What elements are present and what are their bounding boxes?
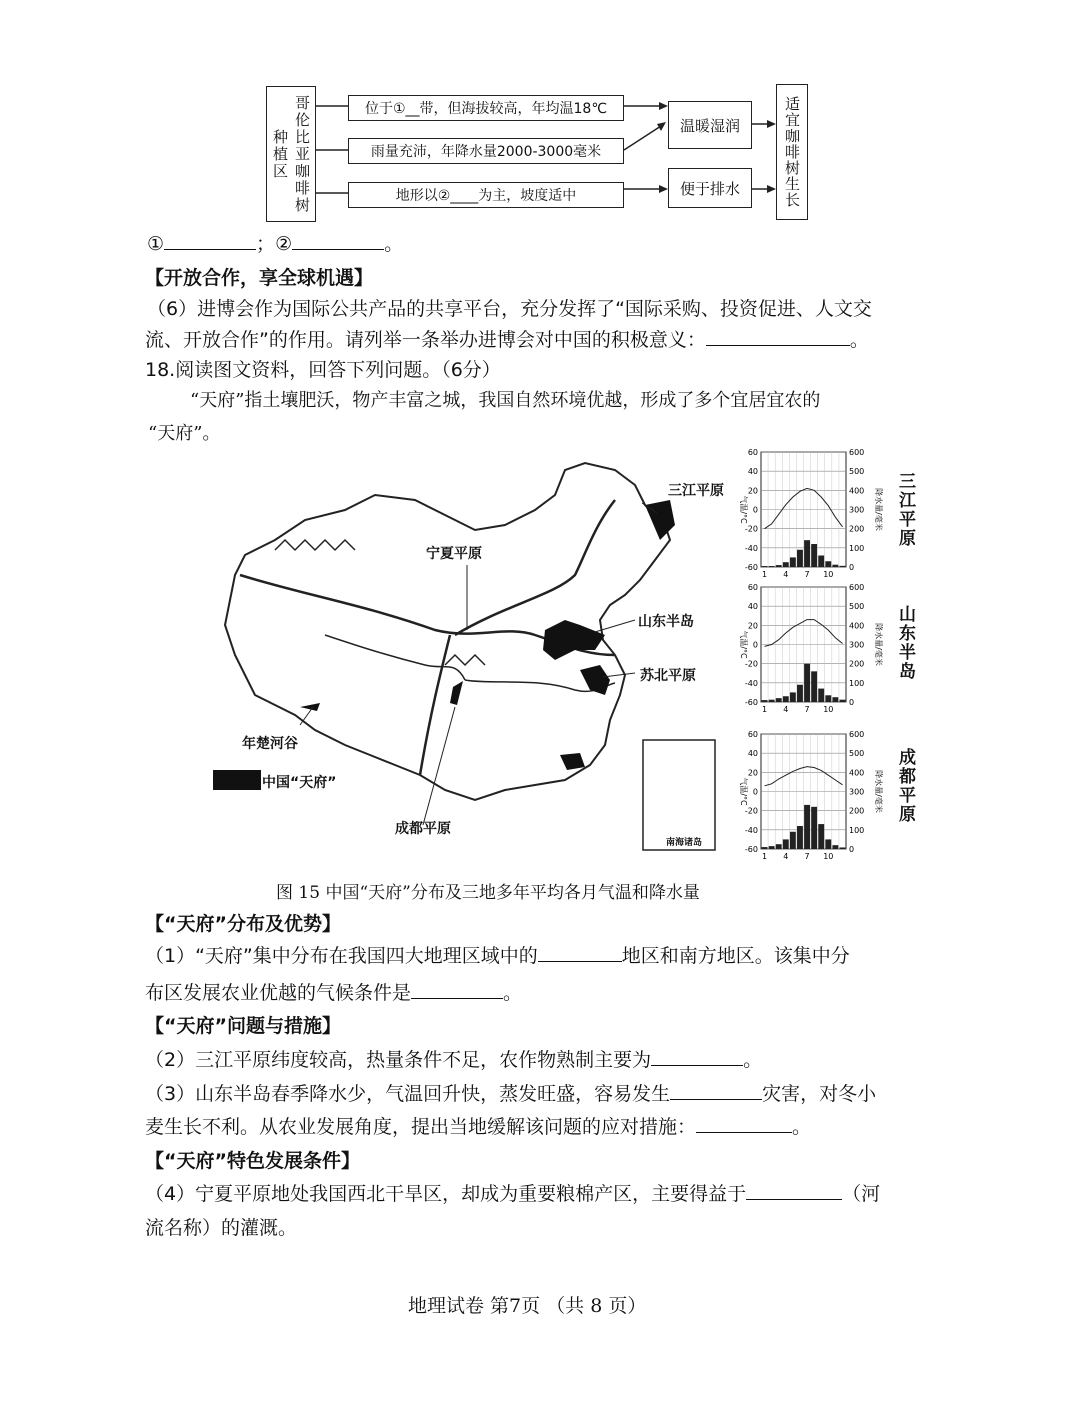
precip-bar — [790, 557, 796, 567]
q1-text-a: （1）“天府”集中分布在我国四大地理区域中的 — [145, 945, 538, 967]
section1-heading: 【“天府”分布及优势】 — [145, 913, 341, 935]
blank-separator: ； — [256, 233, 276, 255]
label-subei: 苏北平原 — [640, 668, 696, 684]
condition-box-2 — [348, 138, 624, 164]
precip-tick-label: 500 — [849, 749, 865, 759]
x-tick-label: 7 — [804, 852, 810, 861]
intro-line1: “天府”指土壤肥沃，物产丰富之城，我国自然环境优越，形成了多个宜居宜农的 — [190, 390, 821, 411]
temp-tick-label: 60 — [747, 448, 758, 457]
south-sea-inset — [643, 740, 715, 850]
precip-bar — [825, 561, 831, 567]
legend-label: 中国“天府” — [262, 775, 337, 791]
q3-blank-2[interactable] — [696, 1112, 792, 1133]
temp-tick-label: -40 — [744, 543, 758, 553]
precip-tick-label: 200 — [849, 806, 865, 816]
q4-line2: 流名称）的灌溉。 — [145, 1217, 298, 1239]
precip-tick-label: 0 — [849, 698, 855, 707]
temp-tick-label: 40 — [747, 467, 758, 477]
q4-line1 — [145, 1178, 880, 1211]
precip-bar — [825, 839, 831, 849]
precip-bar — [783, 696, 789, 702]
precip-bar — [783, 839, 789, 849]
region-nianchu — [300, 703, 320, 711]
temp-tick-label: 20 — [747, 486, 758, 496]
label-chengdu: 成都平原 — [395, 821, 451, 837]
q3-text-a: （3）山东半岛春季降水少，气温回升快，蒸发旺盛，容易发生 — [145, 1083, 671, 1105]
precip-bar — [790, 692, 796, 702]
q1-blank-1[interactable] — [538, 941, 622, 962]
precip-bar — [804, 664, 810, 702]
q1-blank-2[interactable] — [411, 978, 503, 999]
temp-tick-label: 40 — [747, 602, 758, 612]
x-tick-label: 1 — [761, 852, 768, 861]
precip-tick-label: 600 — [849, 448, 865, 457]
precip-bar — [832, 845, 838, 849]
q1-text-b: 地区和南方地区。该集中分 — [621, 945, 850, 967]
y-axis-label-right: 降水量/毫米 — [874, 623, 883, 666]
precip-tick-label: 0 — [849, 845, 855, 854]
label-shandong: 山东半岛 — [638, 614, 694, 630]
q3-text-d: 。 — [792, 1116, 812, 1138]
precip-bar — [776, 698, 782, 702]
x-tick-label: 10 — [823, 852, 834, 861]
label-sanjiang: 三江平原 — [668, 483, 724, 499]
precip-bar — [832, 697, 838, 702]
chart-label-3: 成都平原 — [895, 748, 915, 824]
label-ningxia: 宁夏平原 — [426, 546, 482, 562]
precip-bar — [762, 566, 768, 567]
temp-tick-label: 40 — [747, 749, 758, 759]
precip-tick-label: 300 — [849, 505, 865, 515]
temp-tick-label: -20 — [744, 806, 758, 816]
section-open-heading: 【开放合作，享全球机遇】 — [145, 267, 374, 289]
precip-tick-label: 100 — [849, 825, 865, 835]
condition-box-3 — [348, 182, 624, 208]
x-tick-label: 4 — [783, 705, 789, 714]
chart-label-1: 三江平原 — [895, 472, 915, 548]
section3-heading: 【“天府”特色发展条件】 — [145, 1150, 360, 1172]
q1-line1 — [145, 940, 850, 973]
precip-tick-label: 300 — [849, 787, 865, 797]
x-tick-label: 4 — [783, 852, 789, 861]
q6-answer-blank[interactable] — [706, 325, 850, 346]
precip-tick-label: 300 — [849, 640, 865, 650]
region-south — [560, 753, 585, 770]
y-axis-label-left: 气温/°C — [739, 495, 748, 524]
temp-tick-label: -40 — [744, 825, 758, 835]
precip-bar — [811, 544, 817, 567]
q3-text-b: 灾害，对冬小 — [762, 1083, 877, 1105]
x-tick-label: 7 — [804, 705, 810, 714]
answer-blank-2[interactable] — [292, 229, 384, 250]
precip-bar — [840, 847, 846, 849]
q18-title: 18.阅读图文资料，回答下列问题。（6分） — [145, 359, 501, 381]
precip-bar — [769, 566, 775, 567]
temp-tick-label: -20 — [744, 659, 758, 669]
precip-tick-label: 400 — [849, 621, 865, 631]
answer-blank-1[interactable] — [164, 229, 256, 250]
q4-blank[interactable] — [746, 1179, 842, 1200]
temp-tick-label: 20 — [747, 768, 758, 778]
q3-line1 — [145, 1078, 876, 1111]
temp-tick-label: 60 — [747, 730, 758, 739]
precip-tick-label: 500 — [849, 602, 865, 612]
q4-text-b: （河 — [842, 1183, 881, 1205]
precip-tick-label: 100 — [849, 543, 865, 553]
result-text-1: 温暖湿润 — [679, 116, 740, 135]
precip-bar — [818, 556, 824, 568]
precip-bar — [832, 565, 838, 567]
result-text-2: 便于排水 — [679, 179, 740, 198]
y-axis-label-left: 气温/°C — [739, 777, 748, 806]
region-label: 哥伦比亚咖啡树种植区 — [271, 94, 311, 214]
chart-label-2: 山东半岛 — [895, 605, 915, 681]
precip-tick-label: 400 — [849, 486, 865, 496]
precip-bar — [811, 807, 817, 849]
section2-heading: 【“天府”问题与措施】 — [145, 1015, 341, 1037]
result-box-1 — [668, 101, 752, 149]
precip-bar — [811, 671, 817, 702]
precip-bar — [769, 700, 775, 702]
page-footer: 地理试卷 第7页 （共 8 页） — [408, 1295, 647, 1317]
temp-tick-label: 0 — [752, 787, 758, 797]
x-tick-label: 10 — [823, 570, 834, 579]
china-map — [205, 455, 735, 855]
precip-bar — [818, 689, 824, 702]
region-sanjiang — [645, 500, 675, 540]
q2-text-a: （2）三江平原纬度较高，热量条件不足，农作物熟制主要为 — [145, 1049, 652, 1071]
temp-tick-label: 0 — [752, 640, 758, 650]
temp-tick-label: -60 — [744, 698, 758, 707]
blank-marker-2: ② — [275, 233, 293, 255]
answer-blanks-line — [147, 228, 403, 261]
precip-bar — [797, 550, 803, 567]
precip-tick-label: 200 — [849, 524, 865, 534]
conclusion-label: 适宜咖啡树生长 — [783, 96, 801, 208]
temp-tick-label: 0 — [752, 505, 758, 515]
precip-bar — [840, 566, 846, 567]
precip-bar — [818, 824, 824, 849]
precip-bar — [825, 695, 831, 702]
q2-line — [145, 1044, 762, 1077]
precip-bar — [804, 805, 810, 849]
q1-line2 — [145, 977, 522, 1010]
region-chengdu — [450, 681, 463, 705]
precip-bar — [797, 685, 803, 702]
temp-tick-label: -40 — [744, 678, 758, 688]
q3-text-c: 麦生长不利。从农业发展角度，提出当地缓解该问题的应对措施： — [145, 1116, 697, 1138]
q2-blank[interactable] — [651, 1045, 743, 1066]
q2-text-b: 。 — [743, 1049, 763, 1071]
legend-swatch — [213, 770, 261, 790]
precip-tick-label: 400 — [849, 768, 865, 778]
precip-bar — [776, 844, 782, 849]
precip-tick-label: 0 — [849, 563, 855, 572]
q3-blank-1[interactable] — [670, 1079, 762, 1100]
x-tick-label: 1 — [761, 705, 768, 714]
temp-tick-label: -60 — [744, 563, 758, 572]
q6-end: 。 — [849, 329, 869, 351]
y-axis-label-left: 气温/°C — [739, 630, 748, 659]
precip-tick-label: 200 — [849, 659, 865, 669]
blank-end: 。 — [384, 233, 404, 255]
blank-marker-1: ① — [147, 233, 165, 255]
label-inset: 南海诸岛 — [666, 838, 703, 848]
precip-bar — [790, 832, 796, 849]
x-tick-label: 7 — [804, 570, 810, 579]
y-axis-label-right: 降水量/毫米 — [874, 770, 883, 813]
precip-bar — [762, 847, 768, 849]
q1-text-c: 布区发展农业优越的气候条件是 — [145, 982, 412, 1004]
precip-tick-label: 600 — [849, 730, 865, 739]
x-tick-label: 10 — [823, 705, 834, 714]
temp-tick-label: 60 — [747, 583, 758, 592]
result-box-2 — [668, 168, 752, 208]
precip-bar — [762, 700, 768, 702]
intro-line2: “天府”。 — [148, 423, 221, 444]
precip-tick-label: 100 — [849, 678, 865, 688]
x-tick-label: 4 — [783, 570, 789, 579]
precip-bar — [776, 565, 782, 567]
temp-tick-label: -60 — [744, 845, 758, 854]
q6-line2-text: 流、开放合作”的作用。请列举一条举办进博会对中国的积极意义： — [145, 329, 706, 351]
label-nianchu: 年楚河谷 — [242, 736, 298, 752]
y-axis-label-right: 降水量/毫米 — [874, 488, 883, 531]
figure-caption: 图 15 中国“天府”分布及三地多年平均各月气温和降水量 — [276, 883, 700, 903]
q1-text-d: 。 — [503, 982, 523, 1004]
condition-box-1 — [348, 95, 624, 121]
precip-bar — [783, 562, 789, 567]
region-subei — [580, 665, 610, 695]
precip-tick-label: 500 — [849, 467, 865, 477]
precip-bar — [797, 826, 803, 849]
conclusion-box — [776, 84, 808, 220]
precip-bar — [804, 540, 810, 567]
temp-tick-label: 20 — [747, 621, 758, 631]
precip-tick-label: 600 — [849, 583, 865, 592]
q6-line1: （6）进博会作为国际公共产品的共享平台，充分发挥了“国际采购、投资促进、人文交 — [147, 298, 872, 320]
condition-text-2: 雨量充沛，年降水量2000-3000毫米 — [370, 144, 602, 160]
precip-bar — [769, 846, 775, 849]
q3-line2 — [145, 1111, 811, 1144]
condition-text-3: 地形以②____为主，坡度适中 — [395, 188, 577, 204]
temp-tick-label: -20 — [744, 524, 758, 534]
q6-line2 — [145, 324, 869, 357]
precip-bar — [840, 700, 846, 702]
q4-text-a: （4）宁夏平原地处我国西北干旱区，却成为重要粮棉产区，主要得益于 — [145, 1183, 747, 1205]
region-box — [266, 86, 316, 222]
x-tick-label: 1 — [761, 570, 768, 579]
condition-text-1: 位于①__带，但海拔较高，年均温18℃ — [364, 101, 608, 117]
